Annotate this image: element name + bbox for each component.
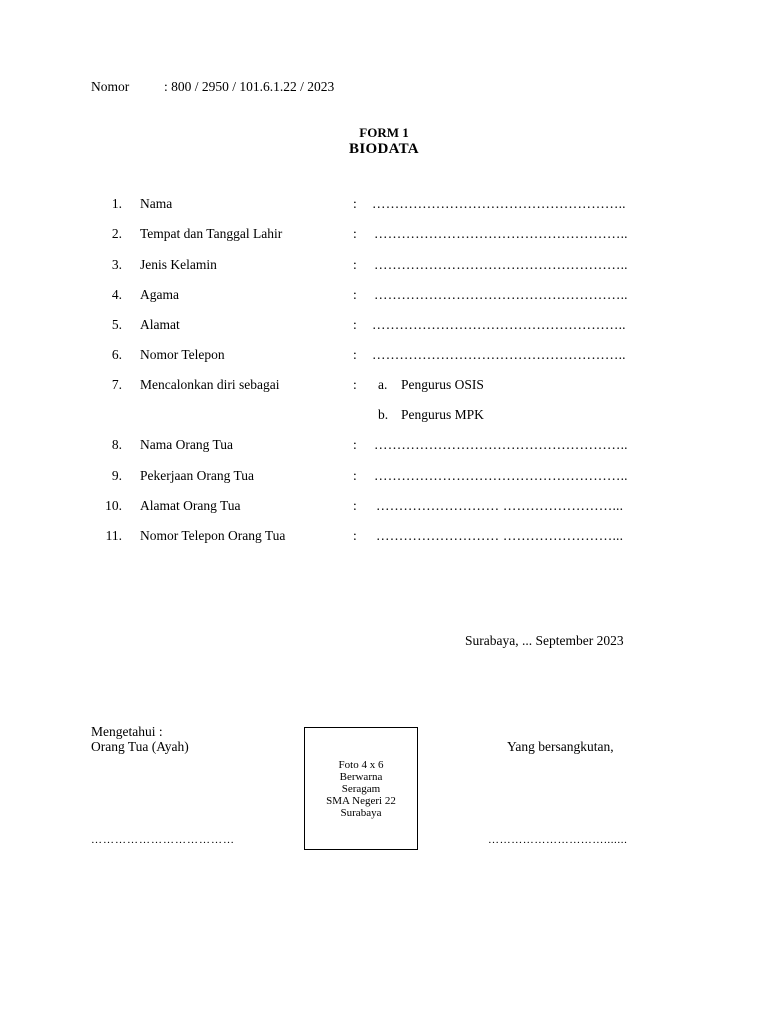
field-fill-line: ……………………… ……………………...: [376, 498, 624, 513]
field-colon: :: [353, 437, 357, 452]
field-label-agama: Agama: [140, 287, 179, 302]
field-fill-line: ………………………………………………..: [372, 196, 626, 211]
field-number: 9.: [111, 468, 122, 483]
field-label-alamat-orang-tua: Alamat Orang Tua: [140, 498, 241, 513]
field-colon: :: [353, 196, 357, 211]
field-number: 8.: [111, 437, 122, 452]
photo-caption-line: Seragam: [341, 783, 381, 795]
field-label-tempat-tanggal-lahir: Tempat dan Tanggal Lahir: [140, 226, 283, 241]
signature-right-role: Yang bersangkutan,: [507, 739, 614, 754]
nomor-label: Nomor: [91, 79, 130, 94]
field-number: 6.: [111, 347, 122, 362]
field-number: 1.: [111, 196, 122, 211]
photo-caption-line: SMA Negeri 22: [326, 795, 396, 807]
field-fill-line: ………………………………………………..: [372, 317, 626, 332]
field-label-pekerjaan-orang-tua: Pekerjaan Orang Tua: [140, 468, 254, 483]
field-label-nama: Nama: [140, 196, 173, 211]
nomor-value: : 800 / 2950 / 101.6.1.22 / 2023: [164, 79, 335, 94]
field-label-jenis-kelamin: Jenis Kelamin: [140, 257, 217, 272]
field-number: 2.: [111, 226, 122, 241]
field-colon: :: [353, 257, 357, 272]
field-fill-line: ………………………………………………..: [374, 226, 628, 241]
signature-left-line: ………………………………: [91, 834, 235, 846]
field-number: 3.: [111, 257, 122, 272]
photo-placeholder-box: [304, 727, 418, 850]
field-fill-line: ………………………………………………..: [374, 287, 628, 302]
field-colon: :: [353, 498, 357, 513]
field-colon: :: [353, 287, 357, 302]
biodata-title: BIODATA: [349, 141, 419, 157]
field-label-alamat: Alamat: [140, 317, 180, 332]
photo-caption: [305, 759, 417, 819]
photo-caption-line: Foto 4 x 6: [338, 759, 384, 771]
field-fill-line: ………………………………………………..: [374, 257, 628, 272]
field-fill-line: ………………………………………………..: [374, 468, 628, 483]
field-number: 5.: [111, 317, 122, 332]
signature-left-heading: Mengetahui :: [91, 724, 163, 739]
option-letter-b: b.: [378, 407, 389, 422]
field-label-nama-orang-tua: Nama Orang Tua: [140, 437, 233, 452]
field-number: 4.: [111, 287, 122, 302]
field-fill-line: ……………………… ……………………...: [376, 528, 624, 543]
field-number: 7.: [111, 377, 122, 392]
field-label-nomor-telepon-orang-tua: Nomor Telepon Orang Tua: [140, 528, 286, 543]
signature-right-line: ………………………….......: [488, 834, 628, 846]
field-number: 10.: [105, 498, 122, 513]
field-colon: :: [353, 226, 357, 241]
field-number: 11.: [105, 528, 122, 543]
field-label-mencalonkan-diri: Mencalonkan diri sebagai: [140, 377, 280, 392]
field-colon: :: [353, 468, 357, 483]
field-fill-line: ………………………………………………..: [372, 347, 626, 362]
option-pengurus-mpk: Pengurus MPK: [401, 407, 484, 422]
field-colon: :: [353, 528, 357, 543]
field-colon: :: [353, 317, 357, 332]
field-colon: :: [353, 347, 357, 362]
option-letter-a: a.: [378, 377, 388, 392]
photo-caption-line: Surabaya: [340, 807, 382, 819]
place-date: Surabaya, ... September 2023: [465, 633, 624, 648]
field-label-nomor-telepon: Nomor Telepon: [140, 347, 225, 362]
signature-left-role: Orang Tua (Ayah): [91, 739, 189, 754]
photo-caption-line: Berwarna: [339, 771, 383, 783]
option-pengurus-osis: Pengurus OSIS: [401, 377, 484, 392]
field-colon: :: [353, 377, 357, 392]
form-number-title: FORM 1: [359, 125, 409, 140]
field-fill-line: ………………………………………………..: [374, 437, 628, 452]
